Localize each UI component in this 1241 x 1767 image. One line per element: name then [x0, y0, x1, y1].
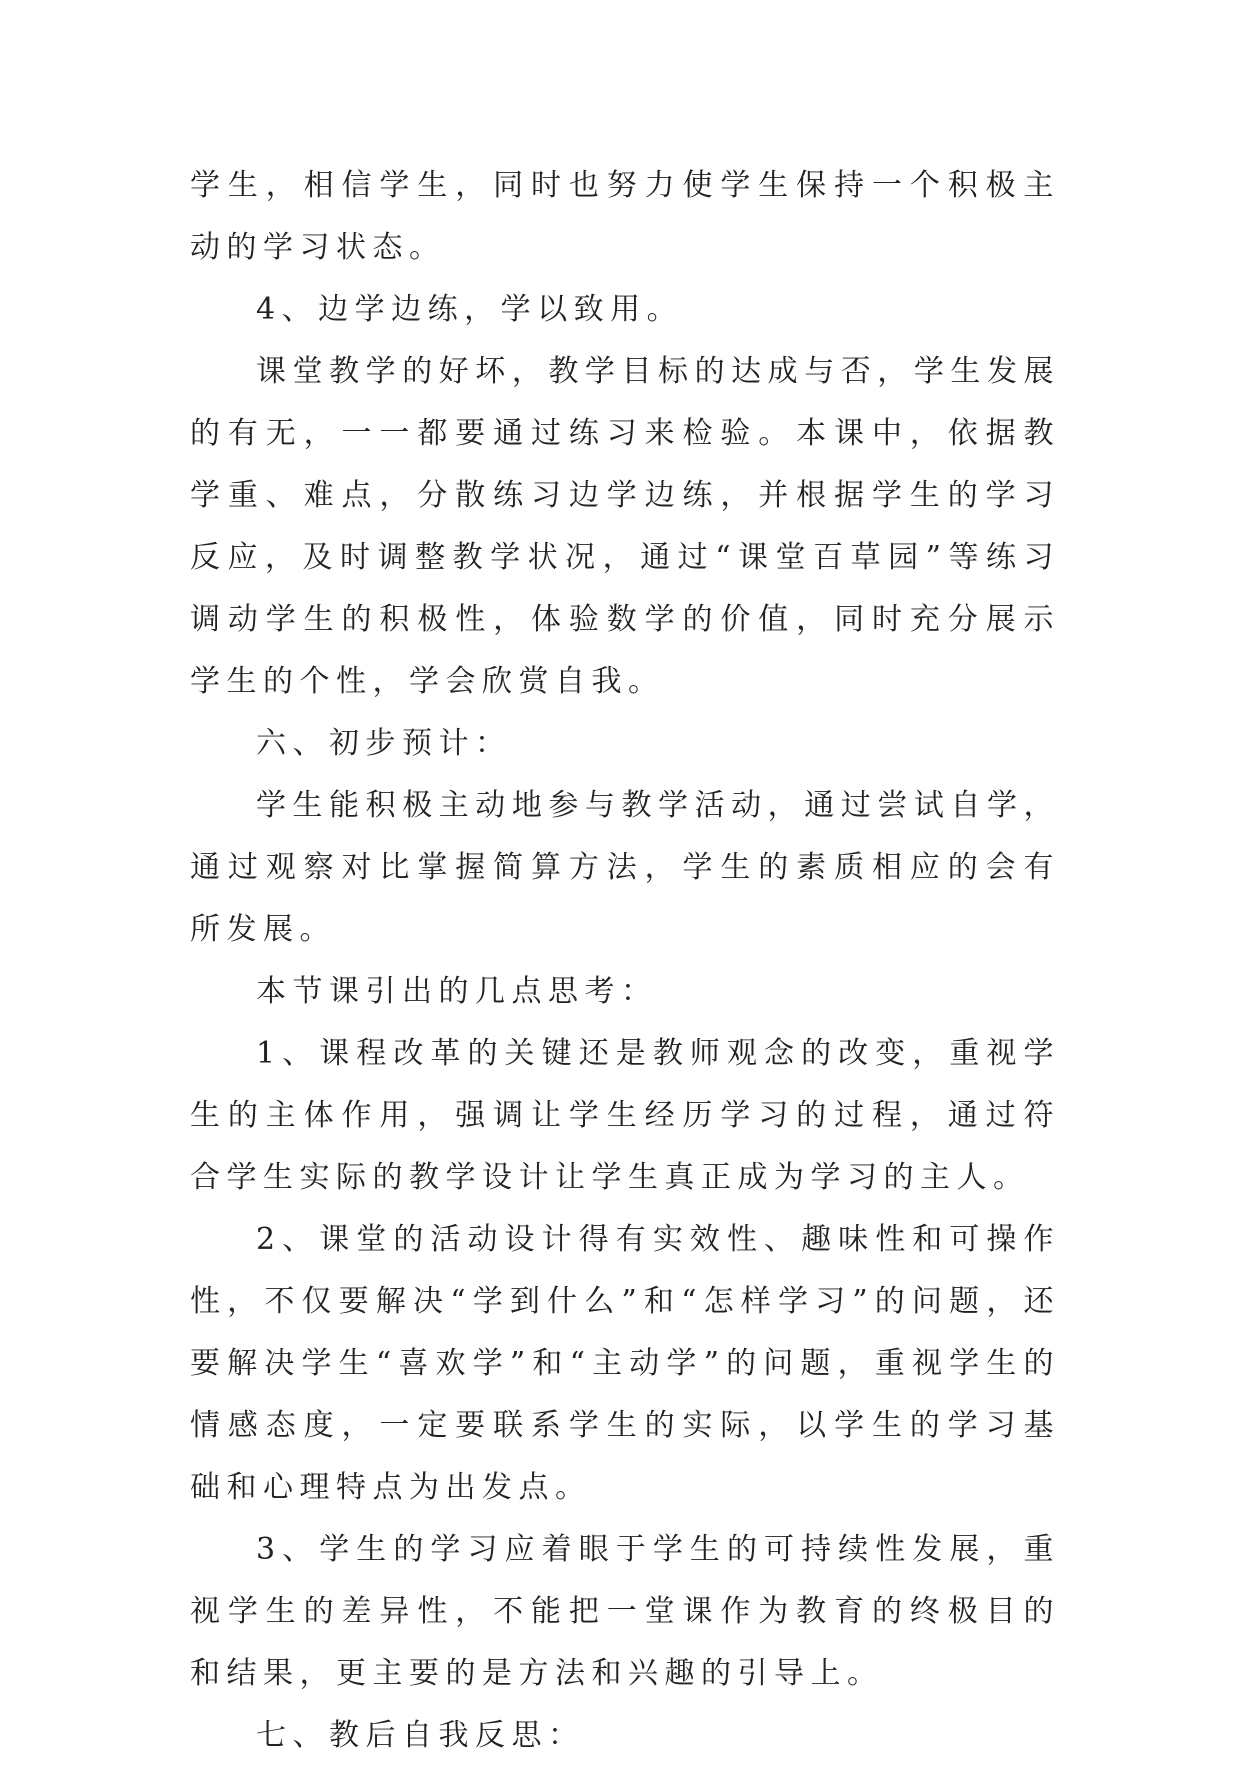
paragraph-continuation: 学生，相信学生，同时也努力使学生保持一个积极主动的学习状态。: [190, 168, 1060, 265]
paragraph-heading-4: 4、边学边练，学以致用。: [256, 292, 684, 327]
paragraph-point-2: 2、课堂的活动设计得有实效性、趣味性和可操作性，不仅要解决“学到什么”和“怎样学习”的问题，还要解决学生“喜欢学”和“主动学”的问题，重视学生的情感态度，一定要联系学生的实际，以学生的学习基础和心理特点为出发点。: [190, 1222, 1060, 1505]
paragraph-point-3: 3、学生的学习应着眼于学生的可持续性发展，重视学生的差异性，不能把一堂课作为教育的终极目的和结果，更主要的是方法和兴趣的引导上。: [190, 1532, 1060, 1691]
paragraph-point-1: 1、课程改革的关键还是教师观念的改变，重视学生的主体作用，强调让学生经历学习的过程，通过符合学生实际的教学设计让学生真正成为学习的主人。: [190, 1036, 1060, 1195]
paragraph-practice: 课堂教学的好坏，教学目标的达成与否，学生发展的有无，一一都要通过练习来检验。本课中，依据教学重、难点，分散练习边学边练，并根据学生的学习反应，及时调整教学状况，通过“课堂百草园”等练习调动学生的积极性，体验数学的价值，同时充分展示学生的个性，学会欣赏自我。: [190, 354, 1060, 699]
section-heading-7: 七、教后自我反思：: [256, 1718, 585, 1753]
paragraph-prediction: 学生能积极主动地参与教学活动，通过尝试自学，通过观察对比掌握简算方法，学生的素质相应的会有所发展。: [190, 788, 1060, 947]
body-text: [190, 155, 1060, 1767]
section-heading-6: 六、初步预计：: [256, 726, 512, 761]
paragraph-reflection-intro: 本节课引出的几点思考：: [256, 974, 658, 1009]
